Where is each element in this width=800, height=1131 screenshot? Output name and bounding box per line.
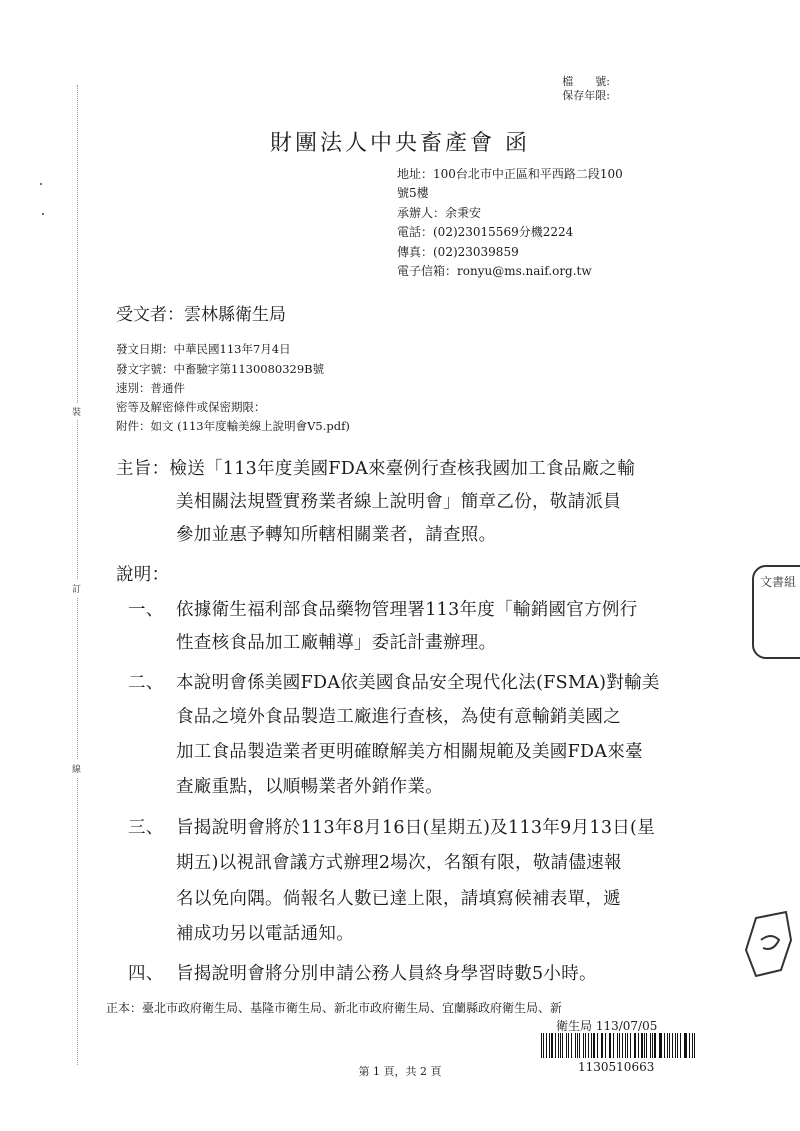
barcode-number: 1130510663 [578,1060,655,1074]
binding-mark-bottom: 線 [72,760,81,777]
contact-handler: 承辦人：余秉安 [397,206,482,220]
stamp-text: 文書組 [760,575,797,589]
document-title: 財團法人中央畜產會 函 [270,131,530,156]
cc-line: 正本：臺北市政府衛生局、基隆市衛生局、新北市政府衛生局、宜蘭縣政府衛生局、新 [106,1001,563,1015]
subject-line: 美相關法規暨實務業者線上說明會」簡章乙份，敬請派員 [176,492,621,512]
security-level: 密等及解密條件或保密期限： [116,400,266,414]
item-number: 四、 [128,964,164,984]
item-line: 名以免向隅。倘報名人數已達上限，請填寫候補表單，遞 [176,889,621,909]
binding-mark-middle: 訂 [72,580,81,597]
contact-email: 電子信箱：ronyu@ms.naif.org.tw [397,264,592,278]
item-line: 本說明會係美國FDA依美國食品安全現代化法(FSMA)對輸美 [176,673,660,693]
barcode [541,1033,697,1058]
contact-phone: 電話：(02)23015569分機2224 [397,225,574,239]
recipient: 受文者：雲林縣衛生局 [116,305,286,325]
subject-line: 參加並惠予轉知所轄相關業者，請查照。 [176,525,497,545]
speed-class: 速別：普通件 [116,381,185,395]
item-line: 食品之境外食品製造工廠進行查核，為使有意輸銷美國之 [176,707,621,727]
item-line: 加工食品製造業者更明確瞭解美方相關規範及美國FDA來臺 [176,742,643,762]
handwritten-mark [736,910,796,980]
scan-speck [40,183,42,185]
item-line: 查廠重點，以順暢業者外銷作業。 [176,777,443,797]
item-line: 性查核食品加工廠輔導」委託計畫辦理。 [176,633,497,653]
item-line: 期五)以視訊會議方式辦理2場次，名額有限，敬請儘速報 [176,853,622,873]
scan-speck [42,213,44,215]
item-line: 依據衛生福利部食品藥物管理署113年度「輸銷國官方例行 [176,600,638,620]
item-number: 一、 [128,600,164,620]
item-number: 二、 [128,673,164,693]
archive-retention: 保存年限: [562,89,610,102]
document-number: 發文字號：中畜驗字第1130080329B號 [116,362,325,376]
attachment: 附件：如文 (113年度輸美線上說明會V5.pdf) [116,419,350,433]
item-line: 旨揭說明會將於113年8月16日(星期五)及113年9月13日(星 [176,818,655,838]
contact-fax: 傳真：(02)23039859 [397,245,519,259]
page-number: 第 1 頁，共 2 頁 [358,1065,442,1078]
item-line: 旨揭說明會將分別申請公務人員終身學習時數5小時。 [176,964,597,984]
item-number: 三、 [128,818,164,838]
cc-line: 衛生局 113/07/05 [556,1019,658,1033]
issue-date: 發文日期：中華民國113年7月4日 [116,342,291,356]
explanation-label: 說明： [116,565,170,585]
binding-dotted-line [77,85,78,1065]
binding-mark-top: 裝 [72,403,81,420]
contact-address-line1: 地址：100台北市中正區和平西路二段100 [397,167,623,181]
contact-address-line2: 號5樓 [397,186,429,200]
subject-line: 主旨：檢送「113年度美國FDA來臺例行查核我國加工食品廠之輸 [116,459,636,479]
archive-file-number: 檔 號: [562,75,610,88]
item-line: 補成功另以電話通知。 [176,924,354,944]
